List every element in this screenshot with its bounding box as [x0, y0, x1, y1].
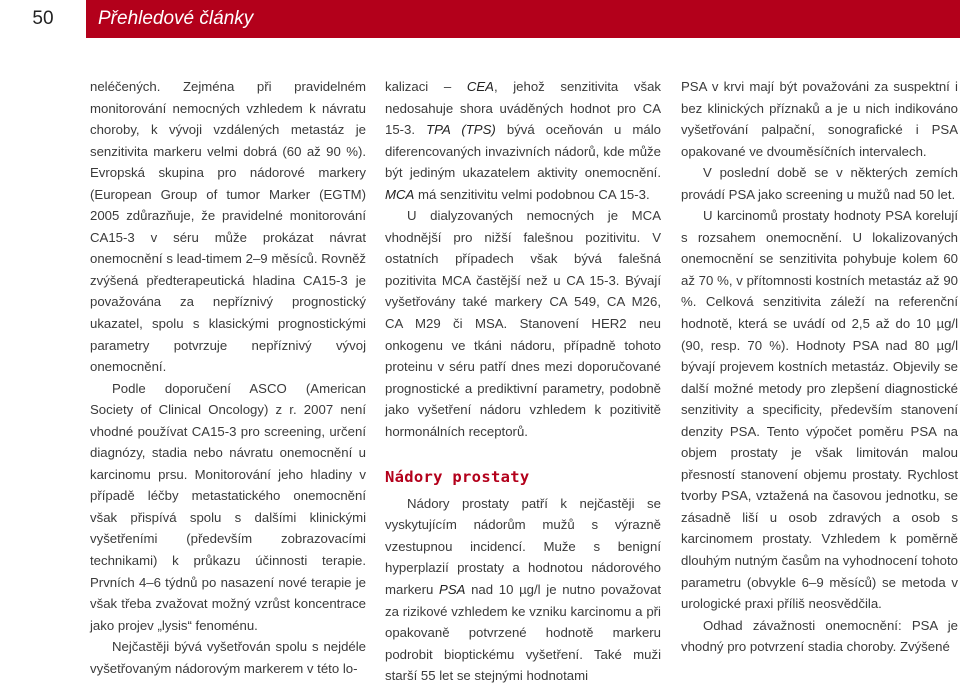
- page-number: 50: [0, 0, 86, 38]
- text-run: Nádory prostaty patří k nejčastěji se vyskytujícím nádorům mužů s výrazně vzestupnou incidencí. Muže s benigní hyperplazií prostaty a hodnotou nádorového markeru: [385, 495, 661, 598]
- text-column-1: [90, 76, 366, 679]
- paragraph: Podle doporučení ASCO (American Society of Clinical Oncology) z r. 2007 není vhodné používat CA15-3 pro screening, určení diagnózy, stadia nebo návratu onemocnění u karcinomu prsu. Monitorování jeho hladiny v případě léčby metastatického onemocnění však přispívá spolu s dalšími klinickými vyšetřeními (především zobrazovacími technikami) k průkazu účinnosti terapie. Prvních 4–6 týdnů po nasazení nové terapie je však třeba zvažovat možný vzrůst koncentrace jako projev „lysis“ fenoménu.: [90, 380, 366, 633]
- paragraph: U karcinomů prostaty hodnoty PSA korelují s rozsahem onemocnění. U lokalizovaných onemocnění se senzitivita pohybuje kolem 60 až 70 %, v přítomnosti kostních metastáz až 90 %. Celková senzitivita záleží na referenční hodnotě, která se uvádí od 2,5 až do 10 µg/l (90, resp. 70 %). Hodnoty PSA nad 80 µg/l bývají projevem kostních metastáz. Objevily se další možné metody pro zlepšení diagnostické senzitivity a specificity, především stanovení denzity PSA. Tento výpočet poměru PSA na objem prostaty je však limitován malou přesností stanovení objemu prostaty. Rychlost tvorby PSA, vztažená na časovou jednotku, se zásadně liší u osob zdravých a osob s karcinomem prostaty. Vzhledem k poměrně dlouhým nutným časům na vyhodnocení tohoto parametru (obvykle 6–9 měsíců) se metoda v urologické praxi příliš neosvědčila.: [681, 208, 958, 612]
- text-column-3: [681, 76, 958, 658]
- marker-abbr: CEA: [466, 79, 494, 94]
- marker-abbr: PSA: [439, 582, 466, 598]
- paragraph: PSA v krvi mají být považováni za suspektní i bez klinických příznaků a je u nich indikováno vyšetřování palpační, sonografické i PSA opakované ve dvouměsíčních intervalech.: [681, 79, 958, 159]
- text-run: nad 10 µg/l je nutno považovat za rizikové vzhledem ke vzniku karcinomu a při opakovaně potvrzené hodnotě markeru podrobit bioptickému vyšetření. Také muži starší 55 let se stejnými hodnotami: [385, 582, 661, 684]
- text-run: bývá oceňován u málo diferencovaných invazivních nádorů, kde může být jediným ukazatelem aktivity onemocnění.: [385, 122, 661, 181]
- paragraph: [385, 493, 661, 687]
- paragraph: U dialyzovaných nemocných je MCA vhodnější pro nižší falešnou pozitivitu. V ostatních případech však bývá falešná pozitivita MCA častější než u CA 15-3. Bývají vyšetřovány také markery CA 549, CA M26, CA M29 či MSA. Stanovení HER2 neu onkogenu ve tkáni nádoru, případně tohoto proteinu v séru patří dnes mezi doporučované prognostické a prediktivní parametry, podobně jako vyšetření nádoru vzhledem k pozitivitě hormonálních receptorů.: [385, 208, 661, 439]
- marker-abbr: TPA (TPS): [426, 122, 496, 138]
- text-run: Evropská skupina pro nádorové markery (European Group of tumor Marker (EGTM) 2005 zdůrazňuje, že pravidelné monitorování CA15-3 v séru může prokázat návrat onemocnění s lead-timem 2–9 měsíců. Rovněž zvýšená předterapeutická hladina CA15-3 je považována za nepříznivý prognostický ukazatel, spolu s klasickými prognostickými parametry potvrzuje nepříznivý vývoj onemocnění.: [90, 165, 366, 375]
- text-run: neléčených. Zejména při pravidelném monitorování nemocných vzhledem k návratu choroby, k vývoji vzdálených metastáz je senzitivita markeru velmi dobrá (60 až 90 %).: [90, 79, 366, 159]
- paragraph: Nejčastěji bývá vyšetřován spolu s nejdéle vyšetřovaným nádorovým markerem v této lo-: [90, 639, 366, 676]
- page-header: [0, 0, 960, 38]
- paragraph: [90, 76, 366, 378]
- paragraph: V poslední době se v některých zemích provádí PSA jako screening u mužů nad 50 let.: [681, 165, 958, 202]
- section-title-band: [86, 0, 960, 38]
- text-run: , jehož senzitivita však nedosahuje shora uváděných hodnot pro CA 15-3.: [385, 79, 661, 138]
- paragraph: Odhad závažnosti onemocnění: PSA je vhodný pro potvrzení stadia choroby. Zvýšené: [681, 617, 958, 655]
- section-subheading: Nádory prostaty: [385, 468, 530, 487]
- text-column-2: [385, 76, 661, 687]
- section-title: Přehledové články: [98, 8, 254, 29]
- text-run: má senzitivitu velmi podobnou CA 15-3.: [414, 186, 650, 202]
- text-run: kalizaci –: [385, 79, 467, 94]
- paragraph: [385, 76, 661, 205]
- marker-abbr: MCA: [385, 186, 415, 202]
